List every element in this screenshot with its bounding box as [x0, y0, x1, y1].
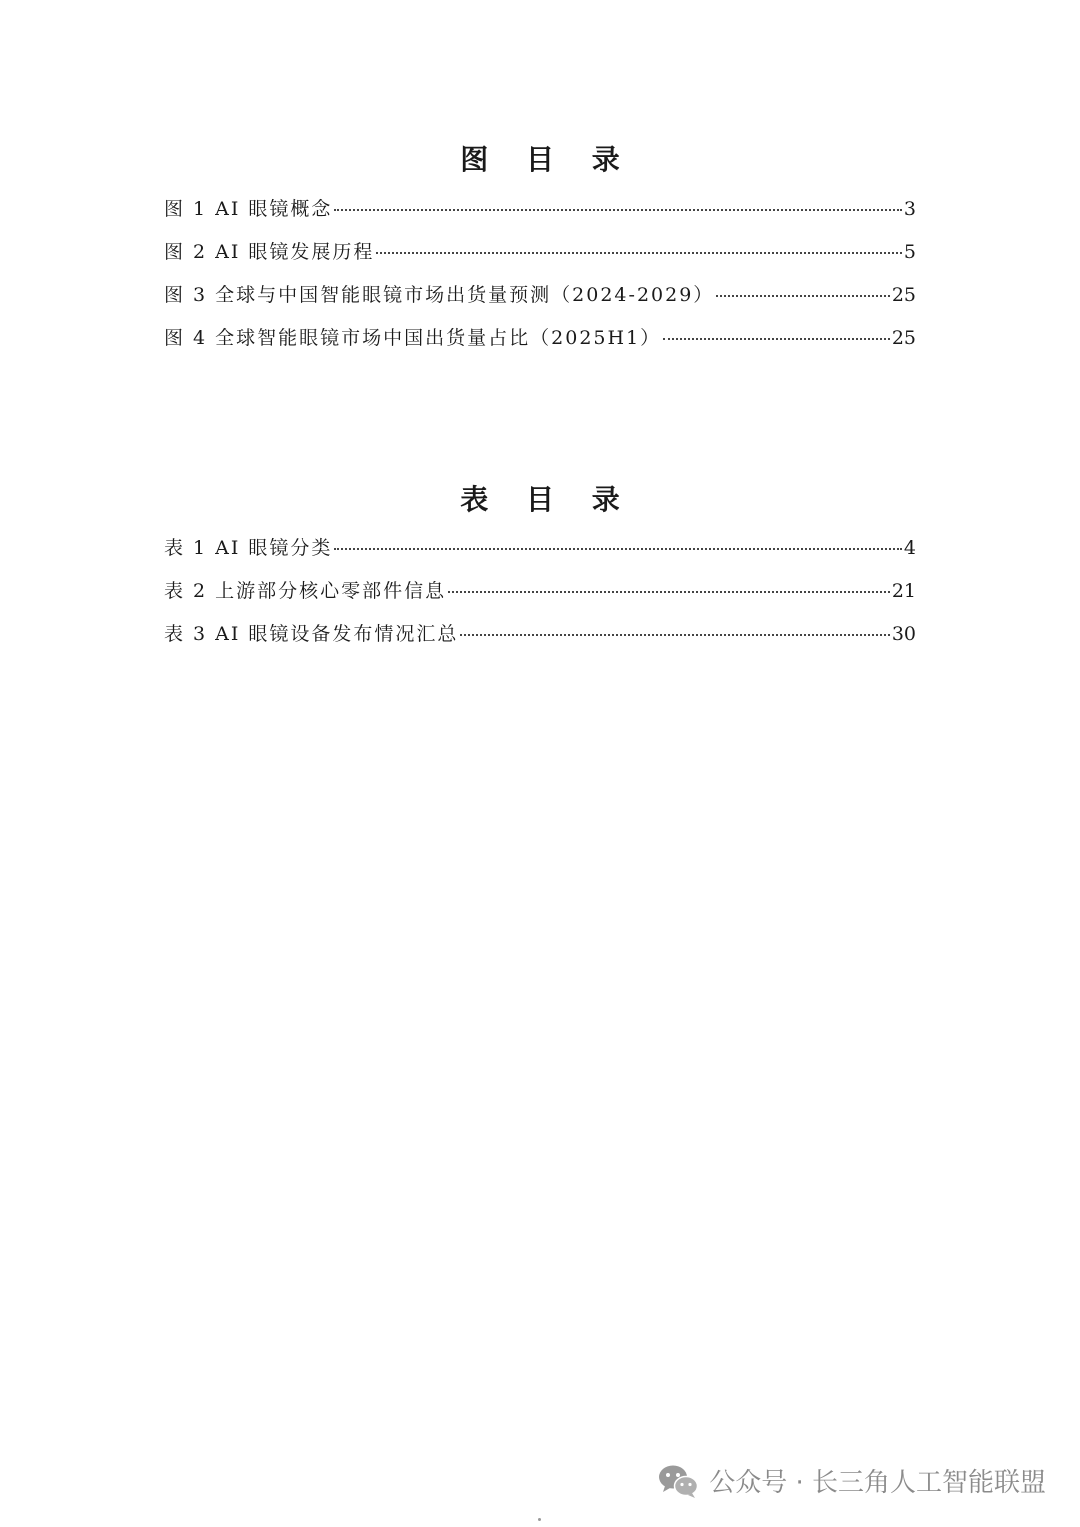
toc-leader-dots [376, 252, 901, 254]
toc-label: 图 4 全球智能眼镜市场中国出货量占比（2025H1） [164, 327, 662, 349]
toc-row[interactable] [164, 534, 916, 577]
footer-dot [538, 1518, 541, 1521]
toc-page-number: 30 [891, 623, 916, 645]
table-toc-list [164, 534, 916, 663]
toc-label: 图 2 AI 眼镜发展历程 [164, 241, 375, 263]
toc-label: 图 1 AI 眼镜概念 [164, 198, 333, 220]
figure-toc-title: 图 目 录 [460, 143, 634, 176]
table-toc-title: 表 目 录 [460, 483, 634, 516]
toc-page-number: 5 [903, 241, 916, 263]
toc-leader-dots [663, 338, 890, 340]
toc-page-number: 4 [903, 537, 916, 559]
toc-leader-dots [334, 548, 901, 550]
toc-label: 表 1 AI 眼镜分类 [164, 537, 333, 559]
toc-row[interactable] [164, 620, 916, 663]
toc-leader-dots [334, 209, 901, 211]
toc-label: 表 3 AI 眼镜设备发布情况汇总 [164, 623, 459, 645]
figure-toc-list [164, 195, 916, 367]
toc-row[interactable] [164, 577, 916, 620]
toc-leader-dots [460, 634, 889, 636]
toc-label: 图 3 全球与中国智能眼镜市场出货量预测（2024-2029） [164, 284, 715, 306]
toc-page-number: 3 [903, 198, 916, 220]
toc-page-number: 25 [891, 327, 916, 349]
toc-label: 表 2 上游部分核心零部件信息 [164, 580, 447, 602]
toc-row[interactable] [164, 324, 916, 367]
wechat-icon [657, 1463, 699, 1499]
toc-row[interactable] [164, 238, 916, 281]
watermark-text: 公众号 · 长三角人工智能联盟 [709, 1468, 1046, 1498]
toc-leader-dots [716, 295, 890, 297]
toc-row[interactable] [164, 195, 916, 238]
toc-page-number: 21 [891, 580, 916, 602]
toc-leader-dots [448, 591, 890, 593]
toc-row[interactable] [164, 281, 916, 324]
watermark [657, 1462, 1046, 1499]
toc-page-number: 25 [891, 284, 916, 306]
